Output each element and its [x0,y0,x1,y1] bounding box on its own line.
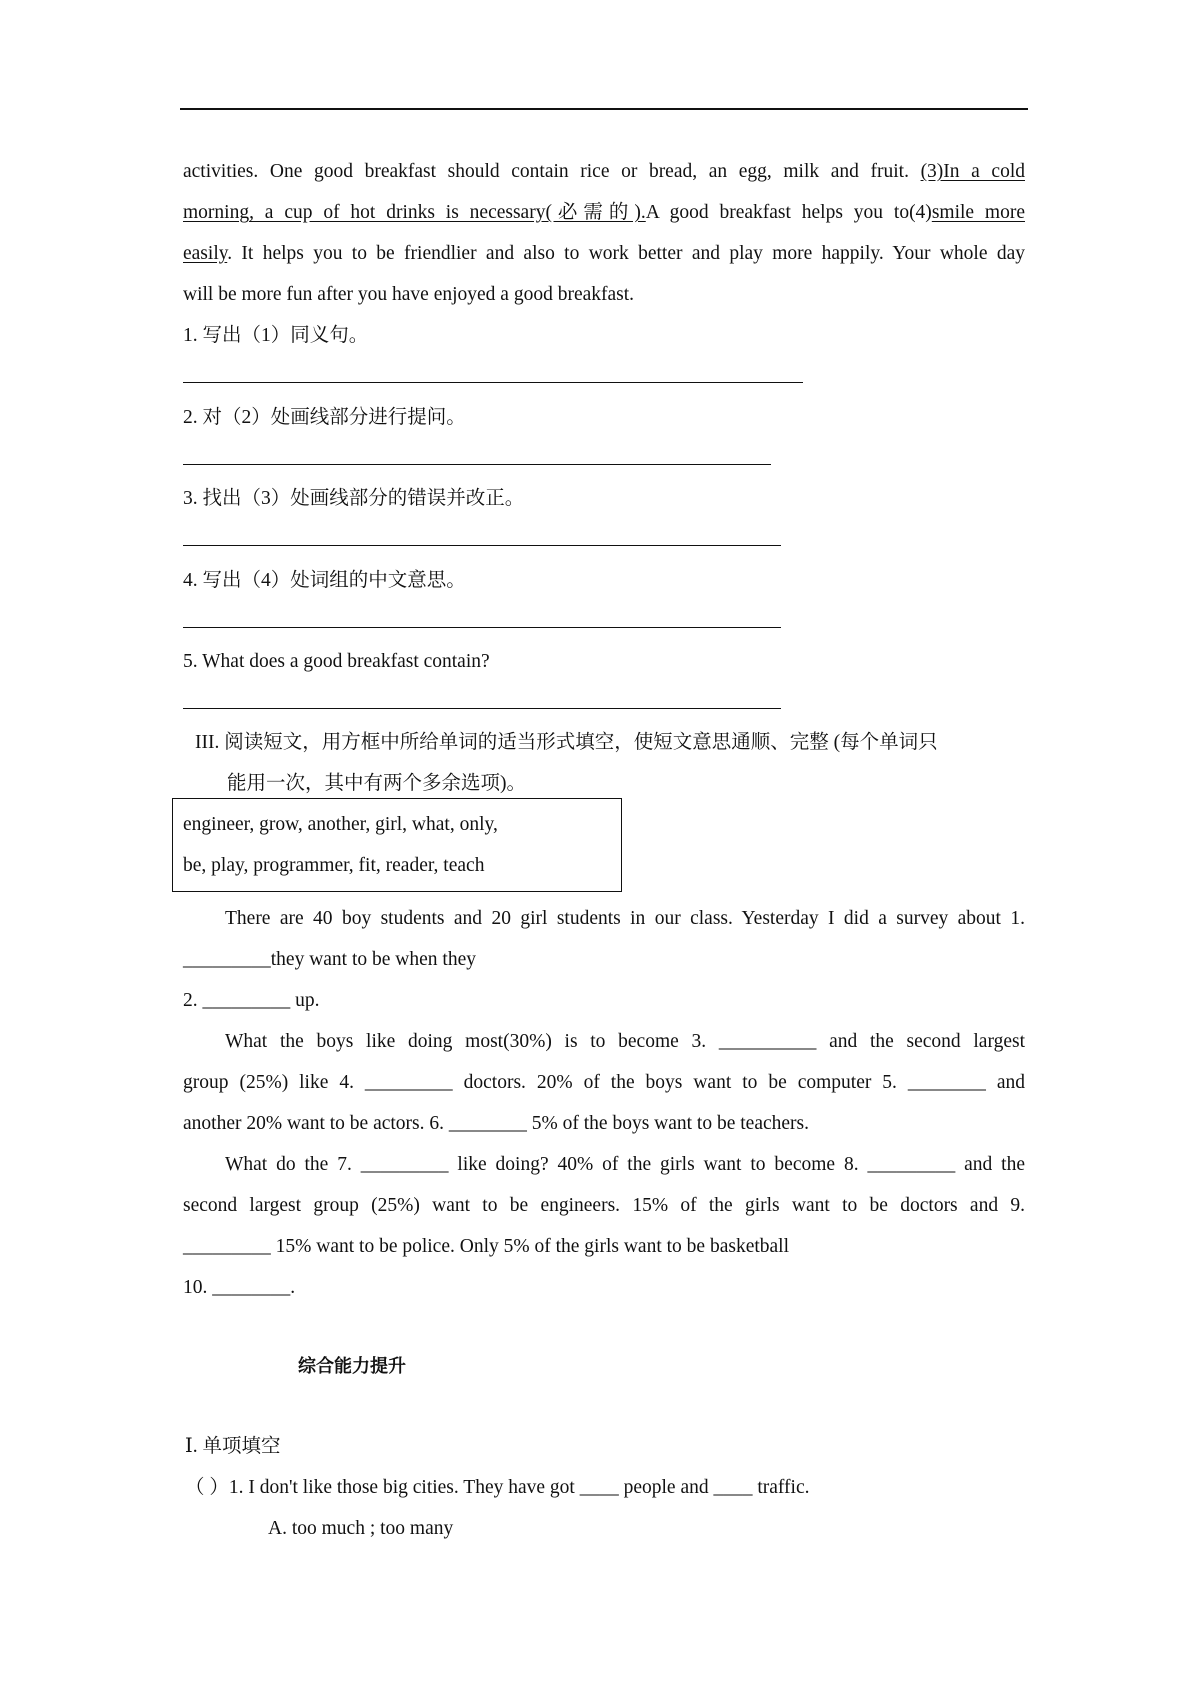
cloze-line-5: group (25%) like 4. _________ doctors. 20% of the boys want to be computer 5. ________ and [183,1072,1025,1093]
cloze-line-2: _________they want to be when they [183,949,476,970]
answer-line-3[interactable] [183,545,781,546]
section-heading: 综合能力提升 [298,1356,406,1377]
section3-instruction-2: 能用一次，其中有两个多余选项)。 [227,773,526,794]
cloze-line-10: 10. ________. [183,1277,296,1298]
question-3: 3. 找出（3）处画线部分的错误并改正。 [183,488,525,509]
answer-line-5[interactable] [183,708,781,709]
cloze-line-3: 2. _________ up. [183,990,320,1011]
question-1: 1. 写出（1）同义句。 [183,325,369,346]
passage-line-4: will be more fun after you have enjoyed a good breakfast. [183,284,635,305]
passage-line-1: activities. One good breakfast should contain rice or bread, an egg, milk and fruit. (3)In a cold [183,161,1025,182]
word-bank-line-1: engineer, grow, another, girl, what, only, [183,814,498,835]
part1-option-a: A. too much ; too many [268,1518,454,1539]
cloze-line-7: What do the 7. _________ like doing? 40% of the girls want to become 8. _________ and the [225,1154,1025,1175]
cloze-line-9: _________ 15% want to be police. Only 5% of the girls want to be basketball [183,1236,790,1257]
answer-line-1[interactable] [183,382,803,383]
part1-question-1: （ ）1. I don't like those big cities. They have got ____ people and ____ traffic. [185,1477,810,1498]
cloze-line-1: There are 40 boy students and 20 girl students in our class. Yesterday I did a survey about 1. [225,908,1025,929]
question-4: 4. 写出（4）处词组的中文意思。 [183,570,466,591]
cloze-line-8: second largest group (25%) want to be engineers. 15% of the girls want to be doctors and 9. [183,1195,1025,1216]
answer-line-2[interactable] [183,464,771,465]
part1-title: Ⅰ. 单项填空 [185,1436,281,1457]
question-5: 5. What does a good breakfast contain? [183,651,490,672]
question-2: 2. 对（2）处画线部分进行提问。 [183,407,466,428]
passage-line-3: easily. It helps you to be friendlier and also to work better and play more happily. Your whole day [183,243,1025,264]
answer-line-4[interactable] [183,627,781,628]
section3-instruction-1: III. 阅读短文，用方框中所给单词的适当形式填空，使短文意思通顺、完整 (每个单词只 [195,732,938,753]
cloze-line-4: What the boys like doing most(30%) is to become 3. __________ and the second largest [225,1031,1025,1052]
header-rule [180,108,1028,110]
word-bank-line-2: be, play, programmer, fit, reader, teach [183,855,485,876]
passage-line-2: morning, a cup of hot drinks is necessary(必需的).A good breakfast helps you to(4)smile more [183,202,1025,223]
cloze-line-6: another 20% want to be actors. 6. ________ 5% of the boys want to be teachers. [183,1113,809,1134]
